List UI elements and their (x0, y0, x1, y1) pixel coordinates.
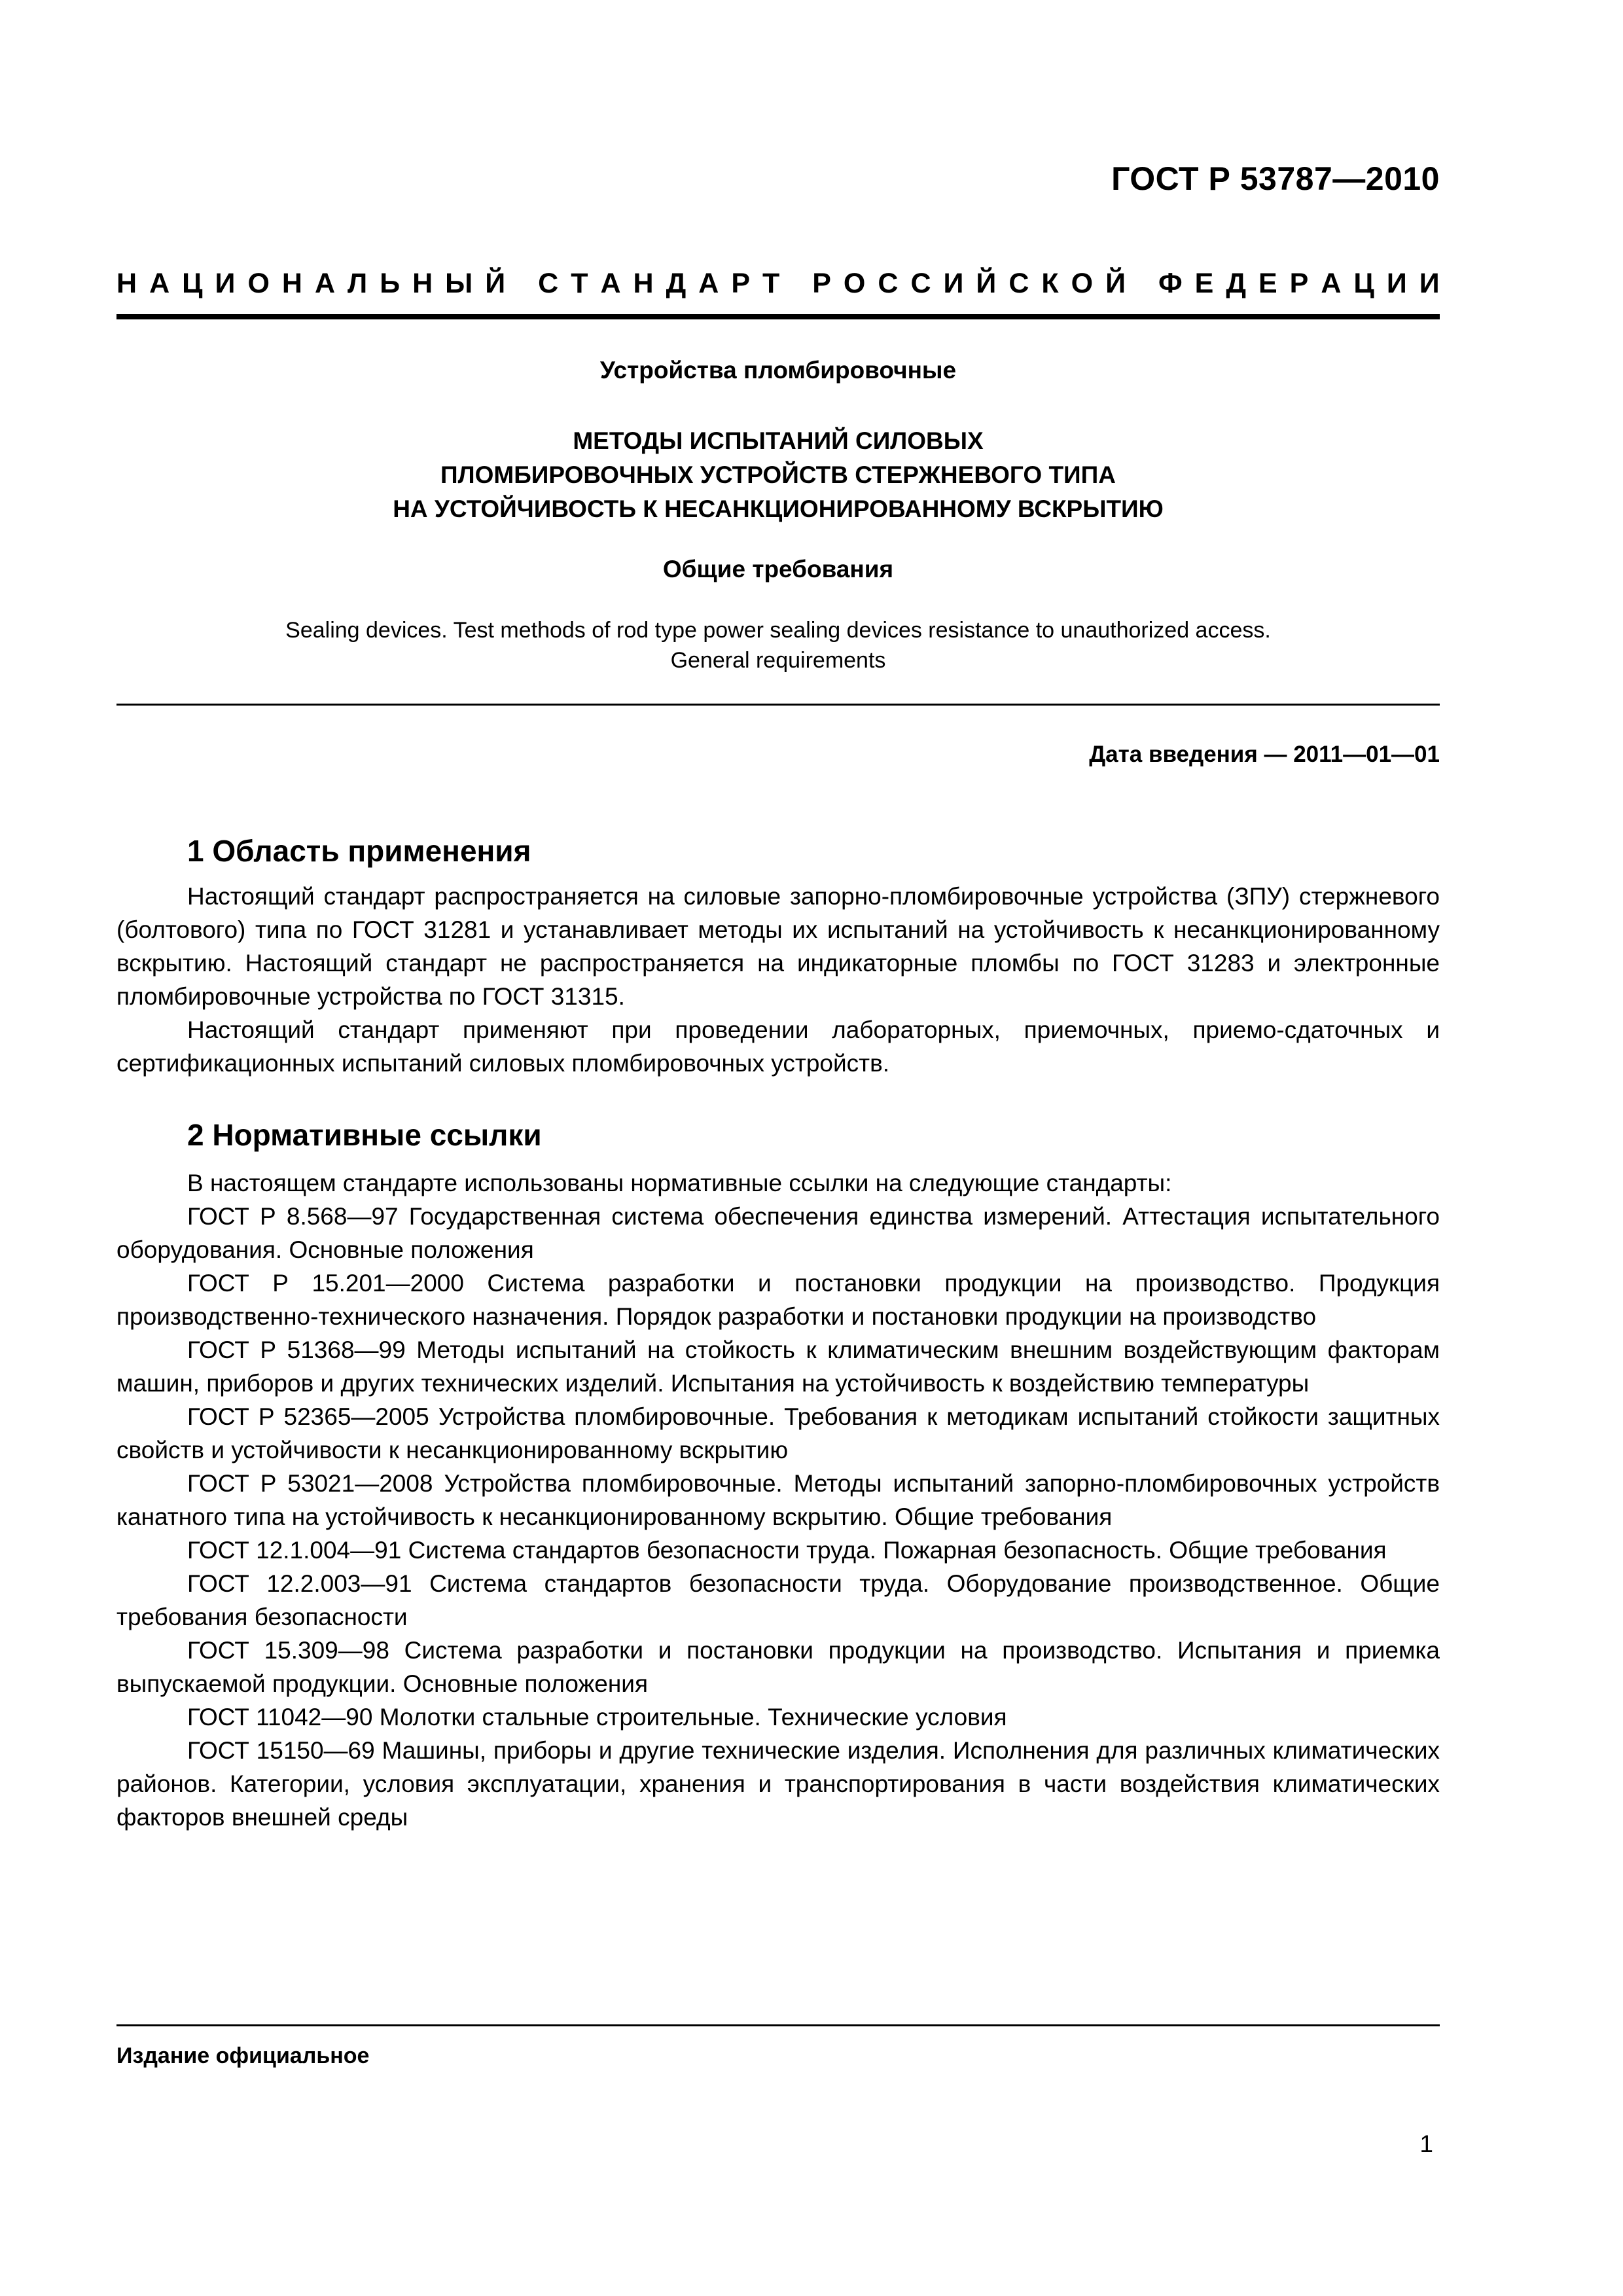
main-title-line: НА УСТОЙЧИВОСТЬ К НЕСАНКЦИОНИРОВАННОМУ ВСКРЫТИЮ (393, 495, 1164, 522)
national-standard-banner (116, 270, 1440, 298)
official-edition-label: Издание официальное (116, 2043, 370, 2068)
main-title (116, 424, 1440, 526)
references-intro: В настоящем стандарте использованы нормативные ссылки на следующие стандарты: (187, 1170, 1172, 1196)
banner-letter: Й (485, 268, 506, 299)
reference-item: ГОСТ Р 51368—99 Методы испытаний на стойкость к климатическим внешним воздействующим факторам машин, приборов и других технических изделий. Испытания на устойчивость к воздействию температуры (116, 1336, 1440, 1397)
banner-letter: И (943, 268, 964, 299)
banner-letter: Л (348, 268, 368, 299)
section-heading: 2 Нормативные ссылки (187, 1118, 542, 1152)
banner-letter (792, 270, 800, 298)
banner-letter: Й (1105, 268, 1126, 299)
page-number: 1 (1419, 2130, 1433, 2157)
reference-item: ГОСТ 11042—90 Молотки стальные строительные. Технические условия (187, 1704, 1007, 1731)
banner-letter: Н (281, 268, 302, 299)
banner-letter: Й (976, 268, 997, 299)
reference-item: ГОСТ Р 8.568—97 Государственная система обеспечения единства измерений. Аттестация испытательного оборудования. Основные положения (116, 1203, 1440, 1263)
banner-letter: О (247, 268, 270, 299)
general-requirements-subtitle: Общие требования (662, 556, 894, 583)
main-title-line: ПЛОМБИРОВОЧНЫХ УСТРОЙСТВ СТЕРЖНЕВОГО ТИПА (440, 461, 1116, 488)
banner-letter: Р (1289, 268, 1309, 299)
english-title-line: Sealing devices. Test methods of rod type power sealing devices resistance to unauthorized access. (285, 618, 1271, 643)
banner-letter: Ы (445, 268, 473, 299)
banner-letter: Р (812, 268, 831, 299)
banner-letter: С (910, 268, 931, 299)
paragraph: Настоящий стандарт применяют при проведении лабораторных, приемочных, приемо-сдаточных и сертификационных испытаний силовых пломбировочных устройств. (116, 1016, 1440, 1077)
reference-item: ГОСТ 12.2.003—91 Система стандартов безопасности труда. Оборудование производственное. Общие требования безопасности (116, 1570, 1440, 1630)
banner-letter: И (1386, 268, 1407, 299)
reference-item: ГОСТ 15.309—98 Система разработки и постановки продукции на производство. Испытания и приемка выпускаемой продукции. Основные положения (116, 1637, 1440, 1697)
document-subject: Устройства пломбировочные (599, 357, 957, 384)
reference-item: ГОСТ Р 53021—2008 Устройства пломбировочные. Методы испытаний запорно-пломбировочных устройств канатного типа на устойчивость к несанкционированному вскрытию. Общие требования (116, 1470, 1440, 1530)
banner-letter: Е (1194, 268, 1214, 299)
banner-letter: Ь (380, 268, 401, 299)
banner-letter: А (149, 268, 170, 299)
banner-letter: Д (666, 268, 687, 299)
banner-letter: Ц (182, 268, 203, 299)
title-rule (116, 704, 1440, 706)
banner-letter: А (600, 268, 621, 299)
banner-letter: С (878, 268, 899, 299)
banner-letter: Н (412, 268, 433, 299)
banner-letter: Д (1226, 268, 1246, 299)
banner-letter: О (1071, 268, 1094, 299)
banner-letter: О (843, 268, 866, 299)
section-heading: 1 Область применения (187, 834, 531, 868)
english-title-line: General requirements (670, 648, 886, 673)
document-body (116, 826, 1440, 1834)
banner-letter (518, 270, 526, 298)
banner-letter: Е (1258, 268, 1277, 299)
paragraph: Настоящий стандарт распространяется на силовые запорно-пломбировочные устройства (ЗПУ) стержневого (болтового) типа по ГОСТ 31281 и устанавливает методы их испытаний на устойчивость к несанкционированному вскрытию. Настоящий стандарт не распространяется на индикаторные пломбы по ГОСТ 31283 и электронные пломбировочные устройства по ГОСТ 31315. (116, 883, 1440, 1010)
introduction-date: Дата введения — 2011—01—01 (1089, 742, 1440, 767)
banner-letter: К (1041, 268, 1059, 299)
banner-letter: Т (762, 268, 780, 299)
reference-item: ГОСТ Р 52365—2005 Устройства пломбировочные. Требования к методикам испытаний стойкости защитных свойств и устойчивости к несанкционированному вскрытию (116, 1403, 1440, 1463)
document-code: ГОСТ Р 53787—2010 (1111, 160, 1440, 197)
banner-letter: Ц (1353, 268, 1374, 299)
banner-letter: Р (731, 268, 750, 299)
banner-letter: Ф (1158, 268, 1183, 299)
banner-letter: И (215, 268, 236, 299)
banner-letter: С (1008, 268, 1029, 299)
reference-item: ГОСТ 15150—69 Машины, приборы и другие технические изделия. Исполнения для различных климатических районов. Категории, условия эксплуатации, хранения и транспортирования в части воздействия климатических факторов внешней среды (116, 1737, 1440, 1831)
footer-rule (116, 2024, 1440, 2026)
reference-item: ГОСТ Р 15.201—2000 Система разработки и постановки продукции на производство. Продукция производственно-технического назначения. Порядок разработки и постановки продукции на производство (116, 1270, 1440, 1330)
banner-letter: А (1321, 268, 1342, 299)
header-rule (116, 314, 1440, 319)
banner-letter: С (538, 268, 559, 299)
banner-letter (1138, 270, 1146, 298)
reference-item: ГОСТ 12.1.004—91 Система стандартов безопасности труда. Пожарная безопасность. Общие требования (187, 1537, 1387, 1564)
banner-letter: Т (571, 268, 588, 299)
banner-letter: Н (116, 268, 137, 299)
banner-letter: А (698, 268, 719, 299)
banner-letter: А (314, 268, 336, 299)
banner-letter: И (1419, 268, 1440, 299)
main-title-line: МЕТОДЫ ИСПЫТАНИЙ СИЛОВЫХ (573, 427, 984, 454)
title-block (116, 353, 1440, 675)
banner-letter: Н (633, 268, 654, 299)
english-title (116, 615, 1440, 675)
